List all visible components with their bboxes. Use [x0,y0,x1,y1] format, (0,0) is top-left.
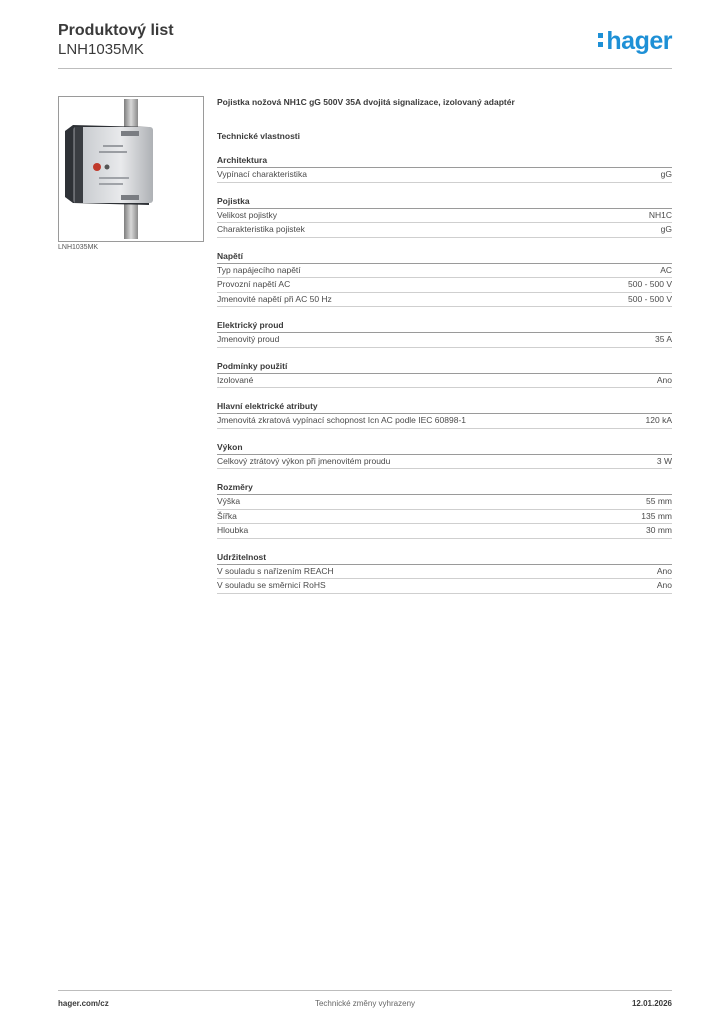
product-image-caption: LNH1035MK [58,244,99,251]
spec-value: 3 W [656,455,672,466]
spec-row [217,223,672,238]
spec-row [217,495,672,510]
spec-group [217,319,672,348]
spec-value: Ano [656,580,672,590]
spec-label: Vypínací charakteristika [217,169,307,179]
spec-group-title: Pojistka [217,195,672,209]
spec-value: 500 - 500 V [628,293,672,304]
spec-row [217,293,672,308]
spec-group-title: Architektura [217,154,672,168]
spec-group-title: Hlavní elektrické atributy [217,400,672,414]
spec-group-title: Napětí [217,250,672,264]
section-title: Technické vlastnosti [217,131,300,141]
spec-row [217,579,672,594]
logo-dots-icon [598,33,604,51]
document-title: Produktový list [58,22,174,39]
spec-label: Izolované [217,374,254,385]
spec-label: Celkový ztrátový výkon při jmenovitém proudu [217,455,391,466]
spec-label: Velikost pojistky [217,209,277,220]
spec-label: Šířka [217,510,237,521]
fuse-image-icon [59,97,203,241]
spec-group-title: Podmínky použití [217,360,672,374]
product-code: LNH1035MK [58,41,144,58]
spec-row [217,209,672,224]
technical-content [217,96,672,594]
spec-value: 35 A [654,334,672,344]
spec-group-title: Rozměry [217,481,672,495]
spec-group [217,441,672,470]
spec-group [217,360,672,389]
spec-row [217,565,672,580]
spec-group [217,481,672,539]
footer-website-link[interactable]: hager.com/cz [58,999,109,1008]
spec-group [217,400,672,429]
spec-group [217,250,672,308]
spec-label: Jmenovité napětí při AC 50 Hz [217,293,332,304]
logo-text: hager [606,27,672,55]
spec-group [217,154,672,183]
spec-group [217,551,672,594]
spec-row [217,455,672,470]
spec-label: Charakteristika pojistek [217,224,305,234]
spec-value: Ano [656,565,672,576]
spec-value: gG [660,224,672,234]
spec-group-title: Udržitelnost [217,551,672,565]
spec-value: AC [660,264,672,275]
spec-row [217,414,672,429]
spec-value: Ano [656,374,672,385]
spec-label: Typ napájecího napětí [217,264,301,275]
spec-label: Jmenovitá zkratová vypínací schopnost Icn AC podle IEC 60898-1 [217,415,466,425]
page-footer [58,990,672,1021]
spec-label: V souladu se směrnicí RoHS [217,580,326,590]
footer-note: Technické změny vyhrazeny [314,999,416,1008]
spec-group [217,195,672,238]
spec-value: gG [660,169,672,179]
spec-value: 120 kA [645,415,672,425]
spec-row [217,524,672,539]
spec-label: Hloubka [217,525,249,535]
spec-value: NH1C [648,209,672,220]
hager-logo [598,27,672,56]
spec-label: Jmenovitý proud [217,334,280,344]
spec-value: 55 mm [646,496,672,506]
spec-value: 135 mm [641,510,672,521]
spec-label: Výška [217,496,241,506]
spec-group-title: Výkon [217,441,672,455]
spec-value: 30 mm [646,525,672,535]
spec-row [217,168,672,183]
spec-row [217,510,672,525]
footer-date: 12.01.2026 [631,999,672,1008]
product-description: Pojistka nožová NH1C gG 500V 35A dvojitá signalizace, izolovaný adaptér [217,97,515,107]
spec-value: 500 - 500 V [628,279,672,289]
spec-row [217,374,672,389]
spec-row [217,278,672,293]
spec-group-title: Elektrický proud [217,319,672,333]
page-header [58,22,672,69]
spec-label: Provozní napětí AC [217,279,291,289]
spec-label: V souladu s nařízením REACH [217,565,334,576]
spec-row [217,333,672,348]
spec-row [217,264,672,279]
product-image [58,96,204,242]
